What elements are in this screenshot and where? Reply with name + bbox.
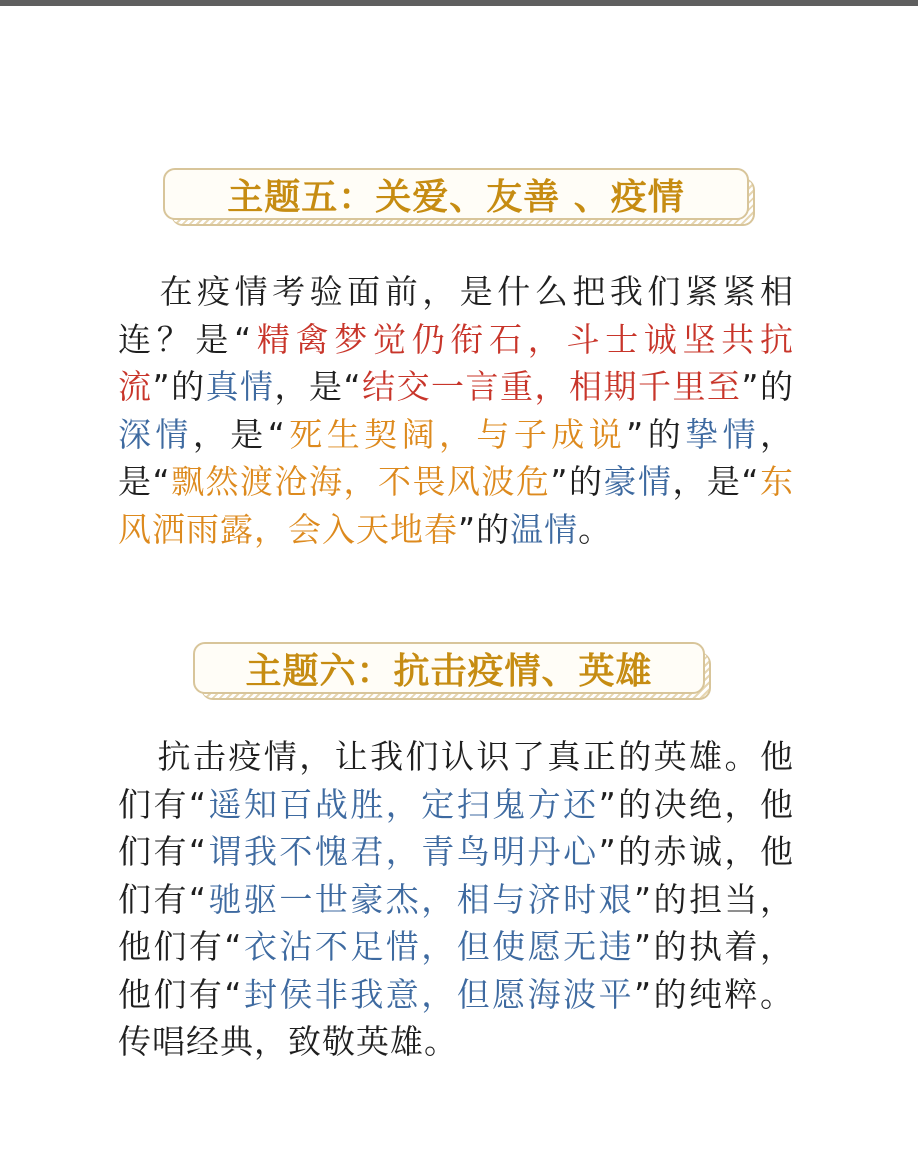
section-6-highlight-text: 谓我不愧君，青鸟明丹心 — [207, 832, 599, 871]
section-5-paragraph — [118, 268, 794, 553]
section-5-text: ”的 — [152, 367, 206, 406]
section-6-text: 抗击疫情，让我们认识了真正的英雄。他们有“ — [118, 737, 794, 824]
section-6-highlight-text: 驰驱一世豪杰，相与济时艰 — [207, 879, 635, 919]
section-5-highlight-text: 精禽梦觉仍衔石，斗士诚坚共抗流 — [118, 319, 794, 406]
section-6-highlight-text: 衣沾不足惜，但使愿无违 — [242, 927, 635, 966]
section-6-title-box — [193, 642, 705, 694]
section-5-highlight-text: 温情 — [510, 509, 579, 549]
section-5-text: 。 — [578, 509, 613, 549]
section-5-highlight-text: 深情 — [118, 414, 193, 454]
section-5-text: ”的 — [626, 414, 686, 454]
section-5-title-box — [163, 168, 749, 220]
section-6-text: ”的赤诚，他们有“ — [118, 832, 794, 919]
section-5-highlight-text: 挚情 — [685, 414, 761, 454]
section-5-title: 主题五：关爱、友善 、疫情 — [227, 176, 685, 218]
section-6-title: 主题六：抗击疫情、英雄 — [245, 650, 653, 692]
section-5-text: ，是“ — [672, 462, 760, 501]
section-5-text: ，是“ — [118, 414, 795, 501]
section-5-highlight-text: 死生契阔，与子成说 — [285, 414, 627, 454]
section-5-text: ，是“ — [274, 367, 362, 406]
section-5-text: ”的 — [550, 462, 604, 501]
section-6-text: ”的担当，他们有“ — [118, 879, 794, 966]
section-5-highlight-text: 东风洒雨露，会入天地春 — [118, 462, 795, 549]
section-6-highlight-text: 遥知百战胜，定扫鬼方还 — [207, 784, 599, 824]
section-5-highlight-text: 豪情 — [603, 462, 673, 501]
section-6-text: ”的决绝，他们有“ — [118, 784, 794, 871]
section-5-highlight-text: 飘然渡沧海，不畏风波危 — [170, 462, 551, 501]
section-6-text: ”的纯粹。传唱经典，致敬英雄。 — [118, 974, 794, 1061]
top-bar — [0, 0, 918, 6]
section-5-text: 在疫情考验面前，是什么把我们紧紧相连？是“ — [118, 272, 794, 359]
section-5-text: ”的 — [741, 367, 795, 406]
section-6-text: ”的执着，他们有“ — [118, 927, 794, 1014]
section-5-highlight-text: 结交一言重，相期千里至 — [361, 367, 742, 406]
section-6-highlight-text: 封侯非我意，但愿海波平 — [242, 974, 635, 1014]
section-6-paragraph — [118, 733, 794, 1066]
section-5-highlight-text: 真情 — [205, 367, 275, 406]
section-5-text: ，是“ — [192, 414, 286, 454]
section-5-text: ”的 — [458, 509, 511, 549]
